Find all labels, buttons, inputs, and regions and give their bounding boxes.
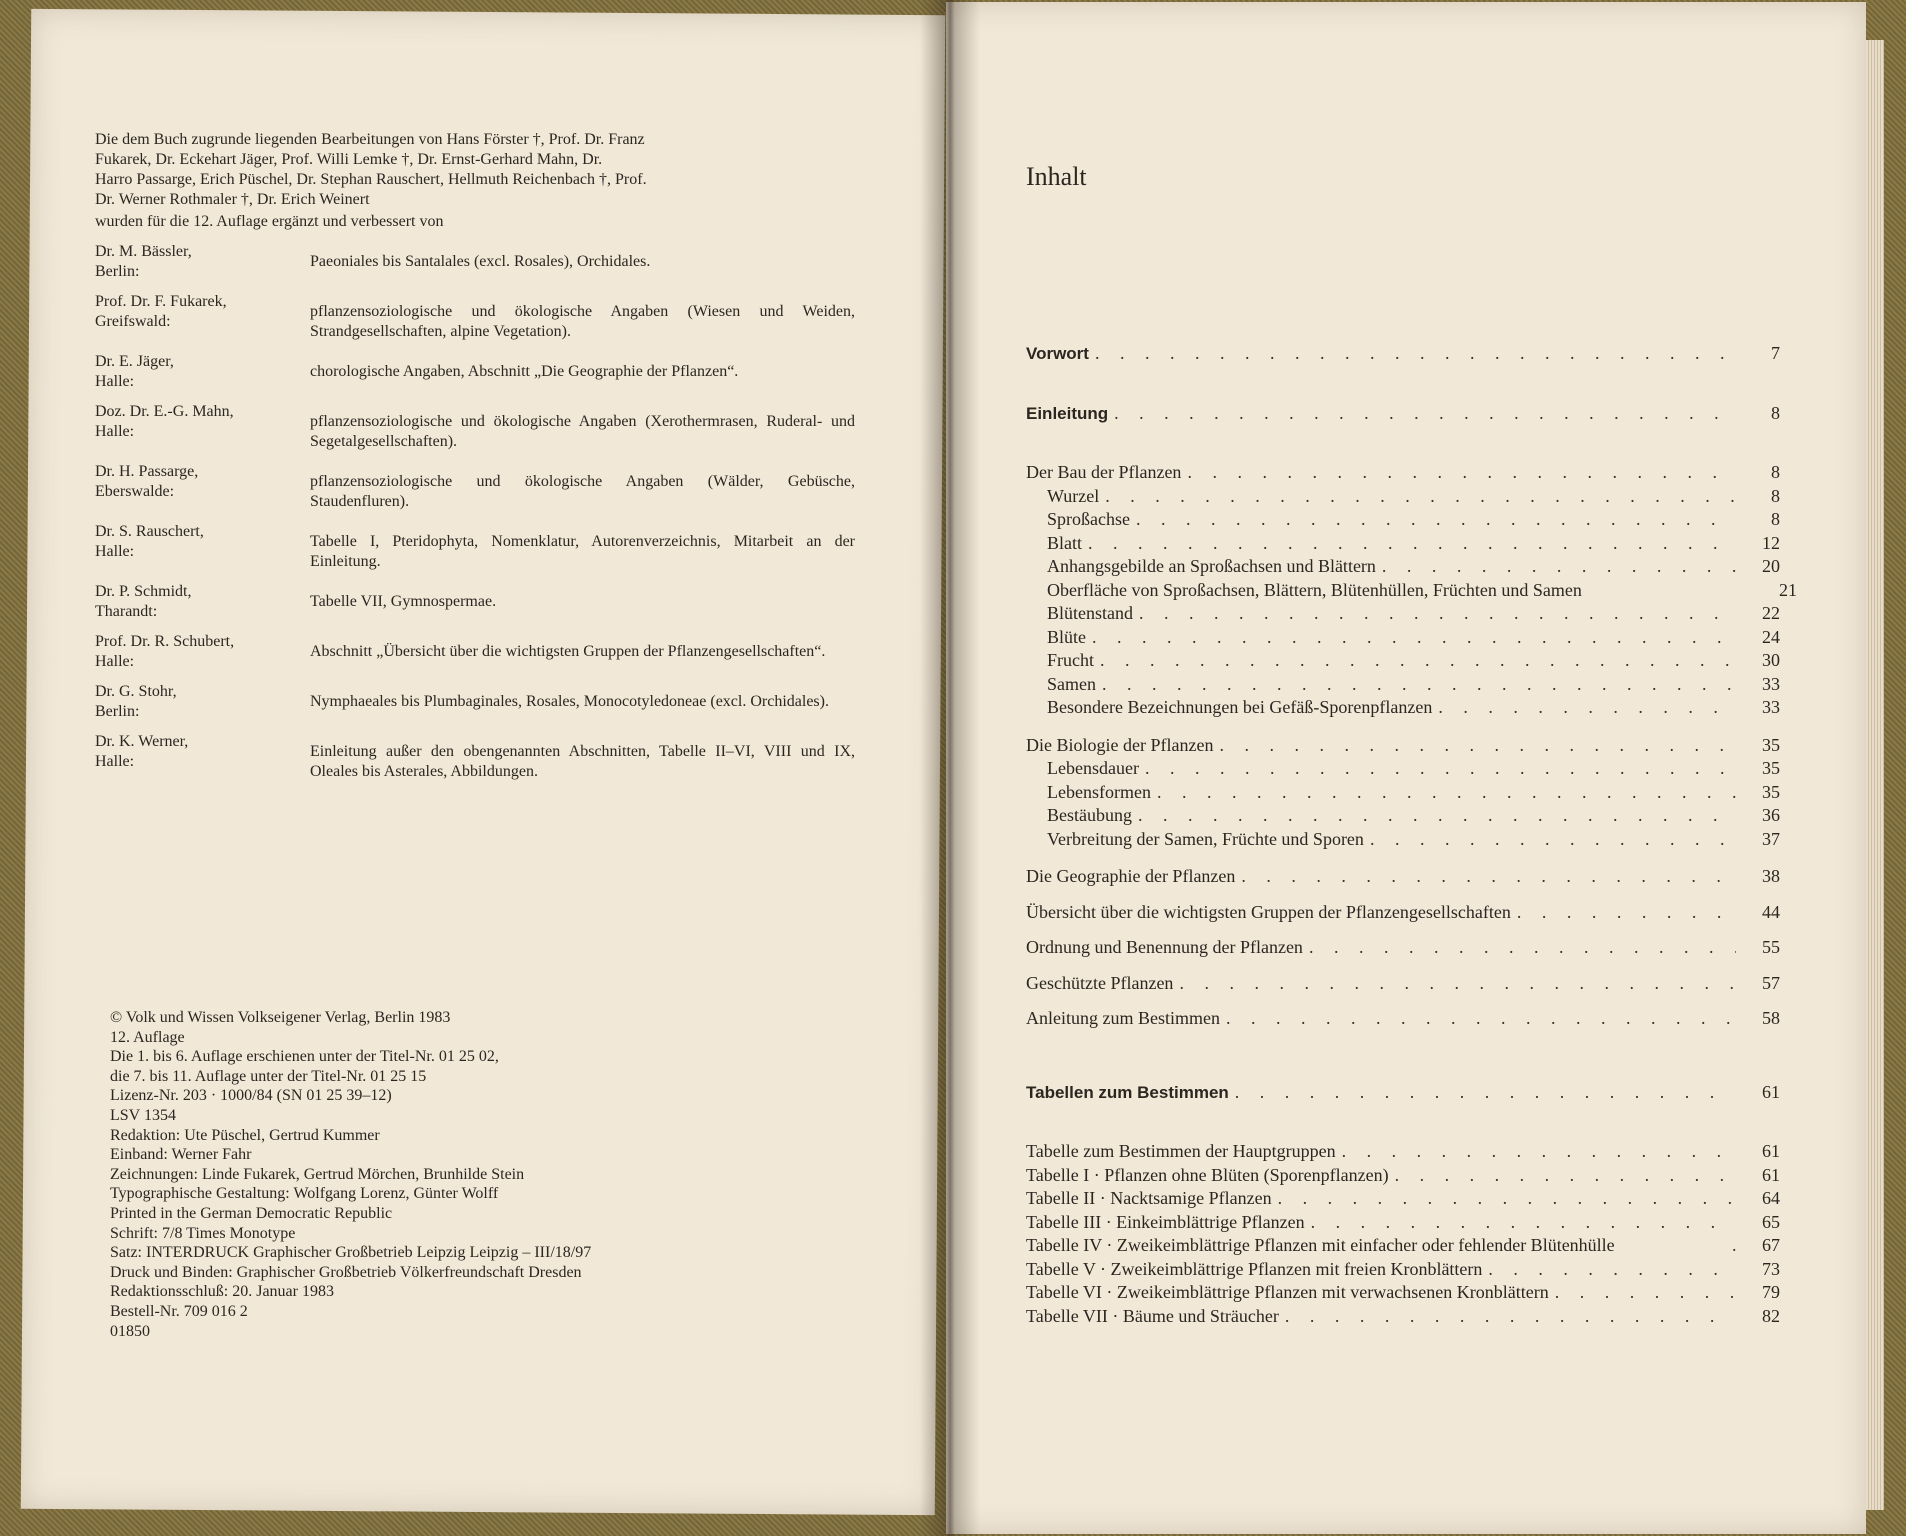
toc-entry[interactable] bbox=[1026, 626, 1780, 650]
credits-block bbox=[95, 130, 875, 792]
contributor-place: Halle: bbox=[95, 423, 135, 440]
toc-page: 61 bbox=[1762, 1141, 1780, 1161]
toc-label: Tabelle III · Einkeimblättrige Pflanzen bbox=[1026, 1211, 1305, 1232]
leader-dots bbox=[1309, 936, 1736, 960]
intro-paragraph bbox=[95, 130, 875, 232]
intro-line: Harro Passarge, Erich Püschel, Dr. Stephan Rauschert, Hellmuth Reichenbach †, Prof. bbox=[95, 171, 647, 188]
contributor-row bbox=[95, 582, 875, 622]
leader-dots bbox=[1395, 1164, 1736, 1188]
contributor-row bbox=[95, 292, 875, 342]
toc-page: 61 bbox=[1762, 1081, 1780, 1102]
imprint-line: Typographische Gestaltung: Wolfgang Lorenz, Günter Wolff bbox=[110, 1185, 499, 1203]
toc-page: 8 bbox=[1771, 462, 1780, 482]
toc-entry-einleitung[interactable] bbox=[1026, 402, 1780, 426]
imprint-line: Schrift: 7/8 Times Monotype bbox=[110, 1224, 296, 1242]
toc-page: 37 bbox=[1762, 828, 1780, 849]
toc-label: Geschützte Pflanzen bbox=[1026, 972, 1174, 993]
imprint-line: Lizenz-Nr. 203 · 1000/84 (SN 01 25 39–12) bbox=[110, 1087, 392, 1105]
toc-page: 8 bbox=[1771, 509, 1780, 529]
toc-label: Wurzel bbox=[1047, 485, 1100, 506]
toc-label: Samen bbox=[1047, 673, 1096, 694]
toc-label: Oberfläche von Sproßachsen, Blättern, Blütenhüllen, Früchten und Samen bbox=[1047, 579, 1582, 600]
leader-dots bbox=[1095, 342, 1736, 366]
intro-line: Fukarek, Dr. Eckehart Jäger, Prof. Willi Lemke †, Dr. Ernst-Gerhard Mahn, Dr. bbox=[95, 151, 603, 168]
leader-dots bbox=[1342, 1140, 1736, 1164]
contributor-name: Prof. Dr. R. Schubert, bbox=[95, 633, 235, 650]
contributor-place: Berlin: bbox=[95, 263, 140, 280]
toc-entry[interactable] bbox=[1026, 1007, 1780, 1031]
leader-dots bbox=[1555, 1281, 1736, 1305]
imprint-line: Redaktion: Ute Püschel, Gertrud Kummer bbox=[110, 1126, 380, 1144]
toc-label: Anleitung zum Bestimmen bbox=[1026, 1008, 1220, 1028]
contributor-work: Abschnitt „Übersicht über die wichtigsten Gruppen der Pflanzengesellschaften“. bbox=[310, 643, 826, 660]
toc-entry[interactable] bbox=[1026, 901, 1780, 925]
imprint-line: 01850 bbox=[110, 1322, 150, 1340]
contributor-row bbox=[95, 352, 875, 392]
toc-entry[interactable] bbox=[1026, 1164, 1780, 1188]
contributor-place: Greifswald: bbox=[95, 313, 171, 330]
toc-page: 20 bbox=[1762, 556, 1780, 576]
contributor-place: Halle: bbox=[95, 653, 135, 670]
toc-label: Blütenstand bbox=[1047, 603, 1133, 623]
toc-label: Sproßachse bbox=[1047, 509, 1130, 529]
toc-page: 35 bbox=[1762, 781, 1780, 802]
toc-label: Frucht bbox=[1047, 650, 1094, 670]
toc-label: Einleitung bbox=[1026, 403, 1109, 423]
contributor-work: Paeoniales bis Santalales (excl. Rosales), Orchidales. bbox=[310, 253, 651, 270]
toc-label: Übersicht über die wichtigsten Gruppen der Pflanzengesellschaften bbox=[1026, 901, 1511, 922]
toc-entry[interactable] bbox=[1026, 461, 1780, 485]
toc-label: Vorwort bbox=[1026, 344, 1089, 363]
contributor-place: Berlin: bbox=[95, 703, 140, 720]
toc-label: Die Biologie der Pflanzen bbox=[1026, 734, 1214, 755]
toc-entry[interactable] bbox=[1026, 804, 1780, 828]
toc-page: 33 bbox=[1762, 673, 1780, 694]
toc-label: Tabelle IV · Zweikeimblättrige Pflanzen mit einfacher oder fehlender Blütenhülle bbox=[1026, 1235, 1615, 1255]
intro-line: Dr. Werner Rothmaler †, Dr. Erich Weinert bbox=[95, 191, 370, 208]
toc-entry[interactable] bbox=[1026, 757, 1780, 781]
contributor-place: Halle: bbox=[95, 543, 135, 560]
contributor-work: pflanzensoziologische und ökologische Angaben (Xerothermrasen, Ruderal- und Segetalgesellschaften). bbox=[310, 413, 855, 450]
leader-dots bbox=[1278, 1187, 1736, 1211]
toc-label: Die Geographie der Pflanzen bbox=[1026, 866, 1236, 886]
toc-entry[interactable] bbox=[1026, 485, 1780, 509]
leader-dots bbox=[1732, 1234, 1736, 1258]
leader-dots bbox=[1136, 508, 1736, 532]
toc-entry[interactable] bbox=[1026, 532, 1780, 556]
imprint-line: die 7. bis 11. Auflage unter der Titel-Nr. 01 25 15 bbox=[110, 1067, 427, 1085]
toc-label: Lebensdauer bbox=[1047, 758, 1139, 778]
contributor-row bbox=[95, 242, 875, 282]
leader-dots bbox=[1114, 402, 1736, 426]
toc-page: 21 bbox=[1779, 579, 1797, 600]
book-gutter bbox=[920, 0, 980, 1536]
contributor-work: Tabelle VII, Gymnospermae. bbox=[310, 593, 497, 610]
leader-dots bbox=[1105, 485, 1736, 509]
toc-page: 35 bbox=[1762, 758, 1780, 778]
toc-page: 35 bbox=[1762, 734, 1780, 755]
imprint-line: Bestell-Nr. 709 016 2 bbox=[110, 1302, 248, 1320]
toc-page: 7 bbox=[1771, 343, 1780, 363]
contributor-work: Nymphaeales bis Plumbaginales, Rosales, Monocotyledoneae (excl. Orchidales). bbox=[310, 693, 829, 710]
contributor-name: Dr. K. Werner, bbox=[95, 733, 189, 750]
leader-dots bbox=[1187, 461, 1736, 485]
leader-dots bbox=[1382, 555, 1736, 579]
toc-page: 64 bbox=[1762, 1188, 1780, 1208]
toc-label: Besondere Bezeichnungen bei Gefäß-Sporenpflanzen bbox=[1047, 697, 1433, 717]
toc-label: Tabelle II · Nacktsamige Pflanzen bbox=[1026, 1188, 1272, 1208]
toc-label: Der Bau der Pflanzen bbox=[1026, 462, 1182, 482]
contributor-name: Dr. E. Jäger, bbox=[95, 353, 174, 370]
toc-page: 36 bbox=[1762, 805, 1780, 825]
contributor-place: Eberswalde: bbox=[95, 483, 175, 500]
toc-label: Tabelle VII · Bäume und Sträucher bbox=[1026, 1305, 1279, 1326]
leader-dots bbox=[1145, 757, 1736, 781]
toc-entry-vorwort[interactable] bbox=[1026, 342, 1780, 366]
toc-entry[interactable] bbox=[1026, 972, 1780, 996]
leader-dots bbox=[1241, 865, 1736, 889]
toc-label: Tabelle V · Zweikeimblättrige Pflanzen mit freien Kronblättern bbox=[1026, 1258, 1483, 1279]
leader-dots bbox=[1235, 1081, 1736, 1105]
contributor-place: Tharandt: bbox=[95, 603, 158, 620]
leader-dots bbox=[1517, 901, 1736, 925]
toc-page: 82 bbox=[1762, 1305, 1780, 1326]
imprint-block bbox=[110, 1008, 810, 1341]
toc-entry[interactable] bbox=[1026, 673, 1780, 697]
table-of-contents bbox=[1026, 342, 1797, 1328]
toc-entry[interactable] bbox=[1026, 602, 1780, 626]
toc-page: 8 bbox=[1771, 402, 1780, 423]
contributor-name: Dr. M. Bässler, bbox=[95, 243, 192, 260]
contributor-name: Dr. G. Stohr, bbox=[95, 683, 177, 700]
contributor-work: pflanzensoziologische und ökologische Angaben (Wiesen und Weiden, Strandgesellschaften, alpine Vegetation). bbox=[310, 303, 855, 340]
toc-label: Ordnung und Benennung der Pflanzen bbox=[1026, 937, 1303, 957]
toc-entry[interactable] bbox=[1026, 828, 1780, 852]
toc-entry[interactable] bbox=[1026, 508, 1780, 532]
intro-closing: wurden für die 12. Auflage ergänzt und verbessert von bbox=[95, 213, 444, 230]
toc-entry[interactable] bbox=[1026, 1305, 1780, 1329]
toc-label: Blüte bbox=[1047, 626, 1086, 647]
toc-entry[interactable] bbox=[1026, 1281, 1780, 1305]
contributor-work: Einleitung außer den obengenannten Abschnitten, Tabelle II–VI, VIII und IX, Oleales bis Asterales, Abbildungen. bbox=[310, 743, 855, 780]
toc-label: Blatt bbox=[1047, 532, 1082, 553]
imprint-line: Einband: Werner Fahr bbox=[110, 1146, 252, 1164]
contributor-row bbox=[95, 632, 875, 672]
toc-page: 30 bbox=[1762, 650, 1780, 670]
toc-page: 22 bbox=[1762, 603, 1780, 623]
contributor-name: Doz. Dr. E.-G. Mahn, bbox=[95, 403, 234, 420]
toc-entry[interactable] bbox=[1026, 696, 1780, 720]
contributor-place: Halle: bbox=[95, 753, 135, 770]
leader-dots bbox=[1438, 696, 1736, 720]
toc-label: Lebensformen bbox=[1047, 781, 1151, 802]
toc-page: 55 bbox=[1762, 937, 1780, 957]
toc-label: Tabelle I · Pflanzen ohne Blüten (Sporenpflanzen) bbox=[1026, 1164, 1389, 1185]
toc-label: Tabelle VI · Zweikeimblättrige Pflanzen mit verwachsenen Kronblättern bbox=[1026, 1282, 1549, 1302]
imprint-line: Die 1. bis 6. Auflage erschienen unter der Titel-Nr. 01 25 02, bbox=[110, 1048, 499, 1066]
leader-dots bbox=[1088, 532, 1736, 556]
contributor-place: Halle: bbox=[95, 373, 135, 390]
toc-entry[interactable] bbox=[1026, 1234, 1780, 1258]
toc-title: Inhalt bbox=[1026, 162, 1087, 191]
contributor-work: chorologische Angaben, Abschnitt „Die Geographie der Pflanzen“. bbox=[310, 363, 739, 380]
toc-label: Verbreitung der Samen, Früchte und Sporen bbox=[1047, 828, 1364, 849]
toc-page: 79 bbox=[1762, 1282, 1780, 1302]
toc-page: 33 bbox=[1762, 697, 1780, 717]
toc-page: 38 bbox=[1762, 866, 1780, 886]
leader-dots bbox=[1488, 1258, 1736, 1282]
contributor-row bbox=[95, 462, 875, 512]
toc-page: 67 bbox=[1762, 1235, 1780, 1255]
leader-dots bbox=[1179, 972, 1736, 996]
imprint-line: Satz: INTERDRUCK Graphischer Großbetrieb Leipzig Leipzig – III/18/97 bbox=[110, 1244, 592, 1262]
leader-dots bbox=[1139, 602, 1736, 626]
toc-page: 8 bbox=[1771, 485, 1780, 506]
intro-line: Die dem Buch zugrunde liegenden Bearbeitungen von Hans Förster †, Prof. Dr. Franz bbox=[95, 131, 645, 148]
toc-entry[interactable] bbox=[1026, 1211, 1780, 1235]
contributor-name: Dr. S. Rauschert, bbox=[95, 523, 204, 540]
leader-dots bbox=[1370, 828, 1736, 852]
contributor-work: pflanzensoziologische und ökologische Angaben (Wälder, Gebüsche, Staudenfluren). bbox=[310, 473, 855, 510]
toc-entry[interactable] bbox=[1026, 865, 1780, 889]
leader-dots bbox=[1285, 1305, 1736, 1329]
toc-entry-tabellen[interactable] bbox=[1026, 1081, 1780, 1105]
leader-dots bbox=[1092, 626, 1736, 650]
leader-dots bbox=[1102, 673, 1736, 697]
contributor-work: Tabelle I, Pteridophyta, Nomenklatur, Autorenverzeichnis, Mitarbeit an der Einleitung. bbox=[310, 533, 855, 570]
toc-entry[interactable] bbox=[1026, 734, 1780, 758]
toc-page: 24 bbox=[1762, 626, 1780, 647]
toc-label: Tabellen zum Bestimmen bbox=[1026, 1082, 1229, 1102]
toc-entry[interactable] bbox=[1026, 649, 1780, 673]
contributor-name: Dr. P. Schmidt, bbox=[95, 583, 192, 600]
contributor-row bbox=[95, 522, 875, 572]
toc-entry[interactable] bbox=[1026, 555, 1780, 579]
toc-page: 57 bbox=[1762, 972, 1780, 993]
toc-entry[interactable] bbox=[1026, 579, 1797, 603]
leader-dots bbox=[1219, 734, 1736, 758]
leader-dots bbox=[1157, 781, 1736, 805]
imprint-line: LSV 1354 bbox=[110, 1106, 176, 1124]
imprint-line: Printed in the German Democratic Republic bbox=[110, 1204, 393, 1222]
toc-page: 65 bbox=[1762, 1211, 1780, 1232]
toc-label: Bestäubung bbox=[1047, 805, 1132, 825]
toc-page: 44 bbox=[1762, 901, 1780, 922]
contributor-row bbox=[95, 402, 875, 452]
imprint-line: © Volk und Wissen Volkseigener Verlag, Berlin 1983 bbox=[110, 1009, 451, 1026]
toc-entry[interactable] bbox=[1026, 1140, 1780, 1164]
leader-dots bbox=[1311, 1211, 1736, 1235]
toc-entry[interactable] bbox=[1026, 936, 1780, 960]
imprint-line: Zeichnungen: Linde Fukarek, Gertrud Mörchen, Brunhilde Stein bbox=[110, 1165, 525, 1183]
contributor-row bbox=[95, 682, 875, 722]
leader-dots bbox=[1100, 649, 1736, 673]
imprint-line: 12. Auflage bbox=[110, 1028, 185, 1046]
page-edges bbox=[1866, 40, 1884, 1510]
contributor-name: Prof. Dr. F. Fukarek, bbox=[95, 293, 227, 310]
toc-page: 73 bbox=[1762, 1258, 1780, 1279]
toc-entry[interactable] bbox=[1026, 1258, 1780, 1282]
leader-dots bbox=[1138, 804, 1736, 828]
leader-dots bbox=[1226, 1007, 1736, 1031]
contributor-name: Dr. H. Passarge, bbox=[95, 463, 199, 480]
toc-label: Anhangsgebilde an Sproßachsen und Blättern bbox=[1047, 556, 1376, 576]
toc-page: 58 bbox=[1762, 1008, 1780, 1028]
toc-entry[interactable] bbox=[1026, 1187, 1780, 1211]
imprint-line: Druck und Binden: Graphischer Großbetrieb Völkerfreundschaft Dresden bbox=[110, 1263, 582, 1281]
toc-page: 12 bbox=[1762, 532, 1780, 553]
contributor-row bbox=[95, 732, 875, 782]
toc-label: Tabelle zum Bestimmen der Hauptgruppen bbox=[1026, 1141, 1336, 1161]
imprint-line: Redaktionsschluß: 20. Januar 1983 bbox=[110, 1283, 334, 1301]
toc-entry[interactable] bbox=[1026, 781, 1780, 805]
toc-page: 61 bbox=[1762, 1164, 1780, 1185]
contributors-list bbox=[95, 242, 875, 782]
